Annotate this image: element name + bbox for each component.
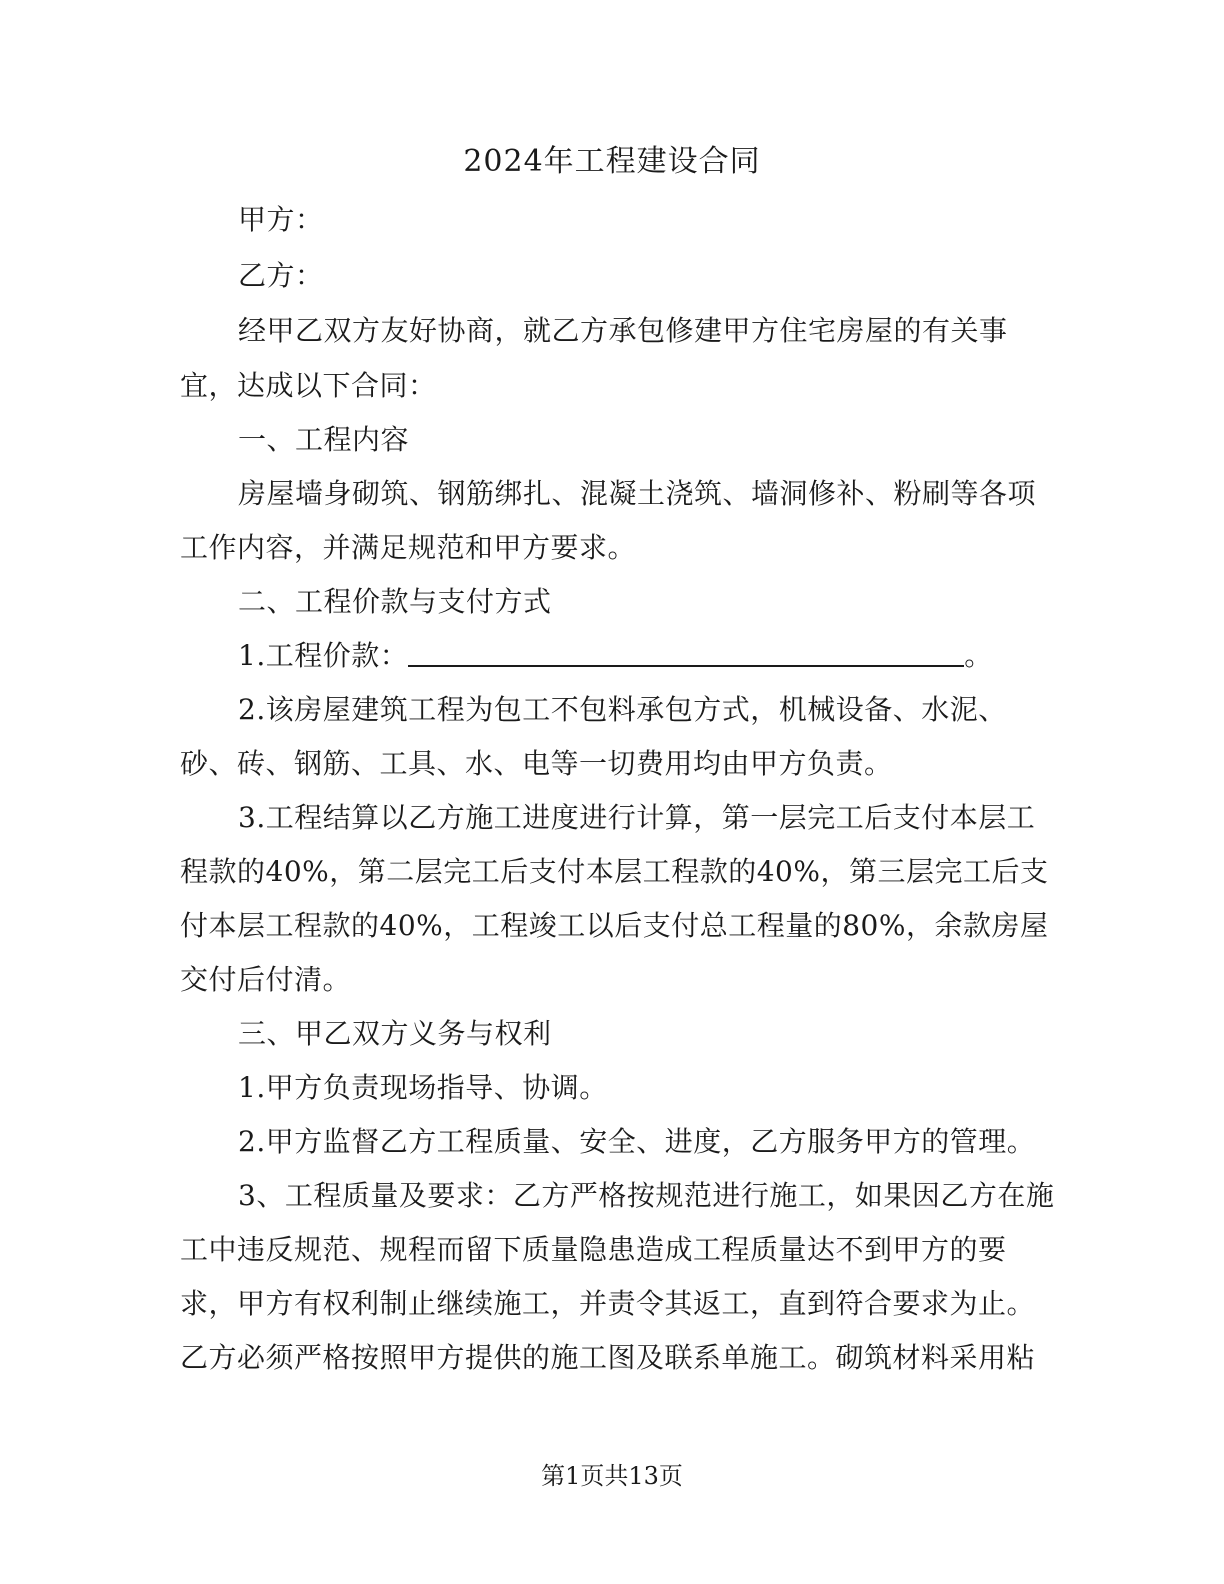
- paragraph-line: 2.该房屋建筑工程为包工不包料承包方式，机械设备、水泥、: [238, 693, 1007, 726]
- paragraph-line: 交付后付清。: [180, 963, 352, 996]
- section-heading-1: 一、工程内容: [238, 423, 410, 456]
- price-blank-field: [408, 639, 964, 667]
- paragraph-line: 乙方必须严格按照甲方提供的施工图及联系单施工。砌筑材料采用粘: [180, 1341, 1036, 1374]
- price-line: [238, 634, 993, 674]
- party-a-line: 甲方：: [238, 203, 324, 236]
- paragraph-line: 房屋墙身砌筑、钢筋绑扎、混凝土浇筑、墙洞修补、粉刷等各项: [238, 477, 1037, 510]
- price-period: 。: [964, 639, 993, 672]
- document-title: 2024年工程建设合同: [463, 144, 761, 179]
- section-heading-3: 三、甲乙双方义务与权利: [238, 1017, 552, 1050]
- price-label: 1.工程价款：: [238, 639, 409, 672]
- intro-line-1: 经甲乙双方友好协商，就乙方承包修建甲方住宅房屋的有关事: [238, 314, 1008, 347]
- paragraph-line: 砂、砖、钢筋、工具、水、电等一切费用均由甲方负责。: [180, 747, 893, 780]
- paragraph-line: 3.工程结算以乙方施工进度进行计算，第一层完工后支付本层工: [238, 801, 1036, 834]
- intro-line-2: 宜，达成以下合同：: [180, 369, 437, 402]
- paragraph-line: 程款的40%，第二层完工后支付本层工程款的40%，第三层完工后支: [180, 855, 1049, 888]
- section-heading-2: 二、工程价款与支付方式: [238, 585, 552, 618]
- paragraph-line: 2.甲方监督乙方工程质量、安全、进度，乙方服务甲方的管理。: [238, 1125, 1036, 1158]
- paragraph-line: 工中违反规范、规程而留下质量隐患造成工程质量达不到甲方的要: [180, 1233, 1007, 1266]
- page-number: 第1页共13页: [541, 1462, 683, 1490]
- party-b-line: 乙方：: [238, 259, 324, 292]
- paragraph-line: 求，甲方有权利制止继续施工，并责令其返工，直到符合要求为止。: [180, 1287, 1036, 1320]
- paragraph-line: 1.甲方负责现场指导、协调。: [238, 1071, 608, 1104]
- paragraph-line: 工作内容，并满足规范和甲方要求。: [180, 531, 637, 564]
- paragraph-line: 付本层工程款的40%，工程竣工以后支付总工程量的80%，余款房屋: [180, 909, 1049, 942]
- paragraph-line: 3、工程质量及要求：乙方严格按规范进行施工，如果因乙方在施: [238, 1179, 1055, 1212]
